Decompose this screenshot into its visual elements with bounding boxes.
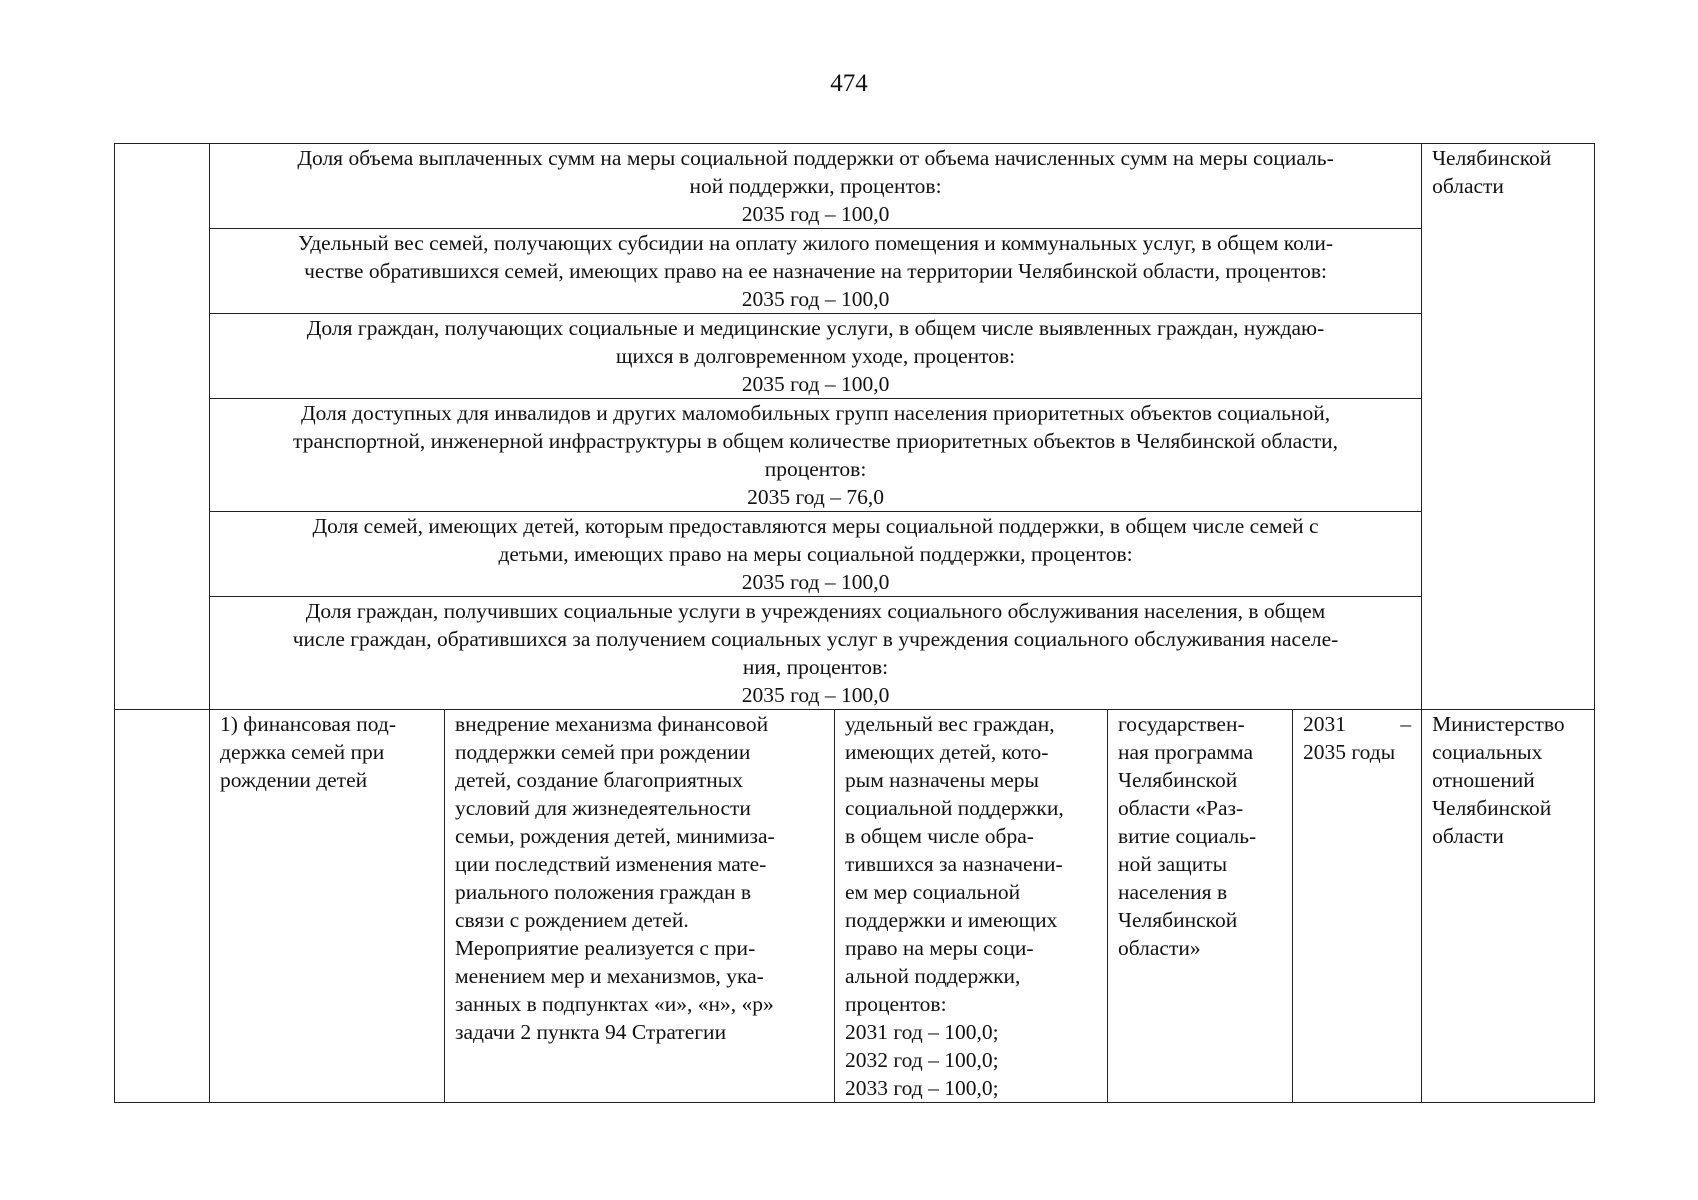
indicator-cell: Удельный вес семей, получающих субсидии на оплату жилого помещения и коммунальных услуг, в общем коли- честве обратившихся семей, имеющих право на ее назначение на территории Челябинской области, процентов: 2035 год – 100,0 [210,229,1422,314]
page-number: 474 [830,70,868,97]
period-cell [1293,710,1422,1103]
measure-cell: 1) финансовая под- держка семей при рождении детей [210,710,445,1103]
indicator-row [115,229,1595,314]
description-cell: внедрение механизма финансовой поддержки семей при рождении детей, создание благоприятных условий для жизнедеятельности семьи, рождения детей, минимиза- ции последствий изменения мате- риального положения граждан в связи с рождением детей. Мероприятие реализуется с при- менением мер и механизмов, ука- занных в подпунктах «и», «н», «р» задачи 2 пункта 94 Стратегии [445,710,835,1103]
indicator-row [115,597,1595,710]
indicator-detail-cell: удельный вес граждан, имеющих детей, кото- рым назначены меры социальной поддержки, в общем числе обра- тившихся за назначени- ем мер социальной поддержки и имеющих право на меры соци- альной поддержки, процентов: 2031 год – 100,0; 2032 год – 100,0; 2033 год – 100,0; [835,710,1108,1103]
period-end: 2035 годы [1303,740,1396,764]
period-start: 2031 [1303,712,1346,736]
empty-number-cell [115,144,210,710]
period-dash: – [1400,712,1412,736]
indicator-cell: Доля доступных для инвалидов и других маломобильных групп населения приоритетных объектов социальной, транспортной, инженерной инфраструктуры в общем количестве приоритетных объектов в Челябинской области, процентов: 2035 год – 76,0 [210,399,1422,512]
indicator-row [115,399,1595,512]
measure-row [115,710,1595,1103]
indicator-row [115,314,1595,399]
strategy-table [114,143,1595,1103]
indicator-cell: Доля граждан, получающих социальные и медицинские услуги, в общем числе выявленных граждан, нуждаю- щихся в долговременном уходе, процентов: 2035 год – 100,0 [210,314,1422,399]
program-cell: государствен- ная программа Челябинской области «Раз- витие социаль- ной защиты населения в Челябинской области» [1108,710,1293,1103]
responsible-top-cell: Челябинской области [1422,144,1595,710]
empty-number-cell [115,710,210,1103]
indicator-row [115,144,1595,229]
indicator-cell: Доля семей, имеющих детей, которым предоставляются меры социальной поддержки, в общем числе семей с детьми, имеющих право на меры социальной поддержки, процентов: 2035 год – 100,0 [210,512,1422,597]
responsible-cell: Министерство социальных отношений Челябинской области [1422,710,1595,1103]
indicator-cell: Доля объема выплаченных сумм на меры социальной поддержки от объема начисленных сумм на меры социаль- ной поддержки, процентов: 2035 год – 100,0 [210,144,1422,229]
indicator-row [115,512,1595,597]
indicator-cell: Доля граждан, получивших социальные услуги в учреждениях социального обслуживания населения, в общем числе граждан, обратившихся за получением социальных услуг в учреждения социального обслуживания населе- ния, процентов: 2035 год – 100,0 [210,597,1422,710]
